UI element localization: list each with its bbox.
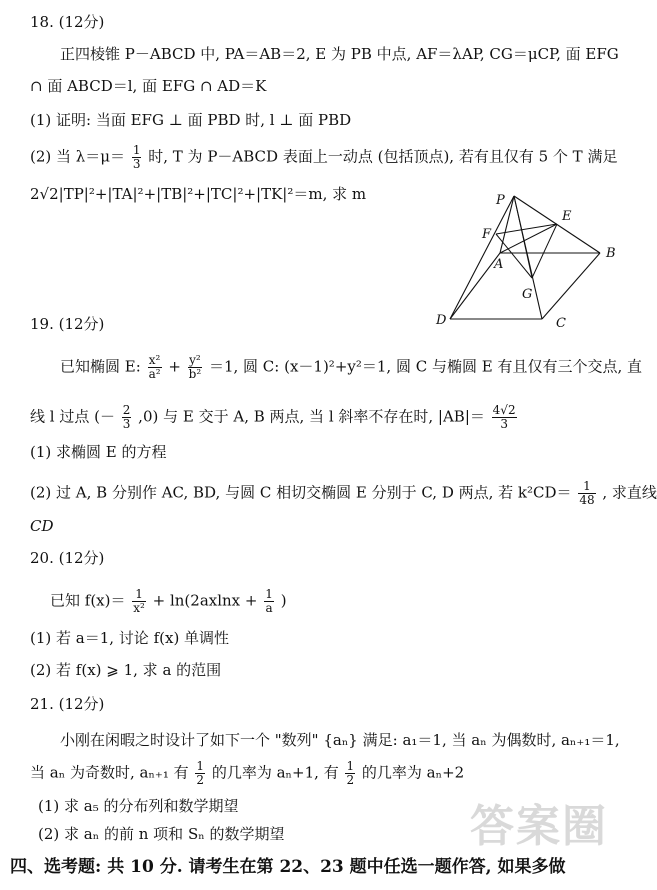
- fraction-numerator: 1: [132, 143, 141, 157]
- label-A: A: [494, 257, 504, 272]
- problem-19-part2-line2: CD: [30, 517, 54, 535]
- problem-21-line2-c: 的几率为 aₙ+2: [361, 763, 465, 782]
- problem-19-frac-point: [122, 404, 132, 431]
- label-G: G: [522, 287, 533, 302]
- problem-18-header: 18. (12分): [30, 13, 105, 31]
- fraction-numerator: y²: [189, 353, 201, 367]
- edge-CB: [542, 253, 600, 319]
- fraction-denominator: 3: [122, 417, 131, 431]
- problem-21-line2-b: 的几率为 aₙ+1, 有: [211, 763, 339, 782]
- problem-19-frac-ab: [492, 404, 517, 431]
- problem-19-frac-y: [188, 354, 203, 381]
- edge-PD: [450, 196, 514, 319]
- section-heading: 四、选考题: 共 10 分. 请考生在第 22、23 题中任选一题作答, 如果多做: [10, 857, 566, 877]
- fraction-denominator: x²: [133, 601, 145, 615]
- problem-19-part2-b: , 求直线: [602, 483, 657, 502]
- problem-20-frac-2: [264, 588, 274, 615]
- problem-18-part1: (1) 证明: 当面 EFG ⊥ 面 PBD 时, l ⊥ 面 PBD: [30, 111, 352, 129]
- segment-EG: [532, 224, 557, 278]
- problem-18-fraction: [132, 144, 142, 171]
- watermark-logo: 答案圈: [470, 801, 608, 852]
- problem-21-frac-1: [195, 760, 205, 787]
- fraction-denominator: 48: [579, 493, 595, 507]
- fraction-denominator: 2: [346, 773, 355, 787]
- problem-21-part2: (2) 求 aₙ 的前 n 项和 Sₙ 的数学期望: [38, 825, 285, 843]
- fraction-numerator: 4√2: [492, 403, 516, 417]
- label-P: P: [496, 193, 505, 208]
- problem-19-part2: [30, 480, 657, 507]
- problem-18-part2-line2: 2√2|TP|²+|TA|²+|TB|²+|TC|²+|TK|²＝m, 求 m: [30, 185, 367, 203]
- problem-18-part2: [30, 144, 617, 171]
- problem-20-stem-c: ): [280, 591, 287, 610]
- fraction-numerator: 1: [578, 480, 595, 494]
- fraction-denominator: 3: [500, 417, 508, 431]
- problem-21-line2-a: 当 aₙ 为奇数时, aₙ₊₁ 有: [30, 763, 189, 782]
- problem-19-stem: [60, 354, 642, 381]
- fraction-denominator: a: [265, 601, 273, 615]
- problem-20-stem-b: + ln(2axlnx +: [152, 591, 258, 610]
- problem-20-frac-1: [132, 588, 146, 615]
- problem-19-header: 19. (12分): [30, 315, 105, 333]
- fraction-numerator: 1: [196, 759, 205, 773]
- problem-21-header: 21. (12分): [30, 695, 105, 713]
- fraction-numerator: x²: [148, 353, 161, 367]
- fraction-numerator: 2: [122, 403, 131, 417]
- fraction-denominator: 2: [196, 773, 205, 787]
- problem-21-frac-2: [345, 760, 355, 787]
- problem-18-stem-line2: ∩ 面 ABCD＝l, 面 EFG ∩ AD＝K: [30, 77, 267, 95]
- problem-18-part2-a: (2) 当 λ＝μ＝: [30, 147, 126, 166]
- fraction-denominator: 3: [132, 157, 141, 171]
- label-C: C: [556, 316, 566, 331]
- fraction-denominator: a²: [148, 367, 161, 381]
- problem-19-frac-k: [578, 480, 595, 507]
- segment-PG: [514, 196, 532, 278]
- problem-21-line2: [30, 760, 464, 787]
- pyramid-figure: [432, 188, 622, 330]
- problem-20-header: 20. (12分): [30, 549, 105, 567]
- problem-19-part2-a: (2) 过 A, B 分别作 AC, BD, 与圆 C 相切交椭圆 E 分别于 C, D 两点, 若 k²CD＝: [30, 483, 572, 502]
- fraction-numerator: 1: [346, 759, 355, 773]
- problem-20-stem: [50, 588, 287, 615]
- problem-20-stem-a: 已知 f(x)＝: [50, 591, 126, 610]
- problem-19-line2-b: ,0) 与 E 交于 A, B 两点, 当 l 斜率不存在时, |AB|＝: [138, 407, 485, 426]
- fraction-denominator: b²: [188, 367, 202, 381]
- problem-19-part1: (1) 求椭圆 E 的方程: [30, 443, 167, 461]
- label-B: B: [606, 246, 616, 261]
- problem-19-stem-b: ＝1, 圆 C: (x－1)²+y²＝1, 圆 C 与椭圆 E 有且仅有三个交点, 直: [208, 357, 642, 376]
- fraction-numerator: 1: [265, 587, 273, 601]
- plus-sign: +: [168, 357, 181, 376]
- problem-19-line2: [30, 404, 519, 431]
- problem-18-stem-line1: 正四棱锥 P－ABCD 中, PA＝AB＝2, E 为 PB 中点, AF＝λAP, CG＝μCP, 面 EFG: [60, 45, 619, 63]
- label-F: F: [482, 227, 492, 242]
- label-D: D: [436, 313, 447, 328]
- problem-19-frac-x: [148, 354, 162, 381]
- problem-20-part2: (2) 若 f(x) ⩾ 1, 求 a 的范围: [30, 661, 222, 679]
- fraction-numerator: 1: [132, 588, 146, 602]
- problem-19-line2-a: 线 l 过点 (－: [30, 407, 115, 426]
- edge-DA: [450, 253, 500, 319]
- problem-21-part1: (1) 求 a₅ 的分布列和数学期望: [38, 797, 239, 815]
- problem-18-part2-b: 时, T 为 P－ABCD 表面上一动点 (包括顶点), 若有且仅有 5 个 T 满足: [148, 147, 618, 166]
- problem-20-part1: (1) 若 a＝1, 讨论 f(x) 单调性: [30, 629, 230, 647]
- problem-19-stem-a: 已知椭圆 E:: [60, 357, 141, 376]
- label-E: E: [562, 209, 572, 224]
- problem-21-stem-line1: 小刚在闲暇之时设计了如下一个 "数列" {aₙ} 满足: a₁＝1, 当 aₙ 为偶数时, aₙ₊₁＝1,: [60, 731, 620, 749]
